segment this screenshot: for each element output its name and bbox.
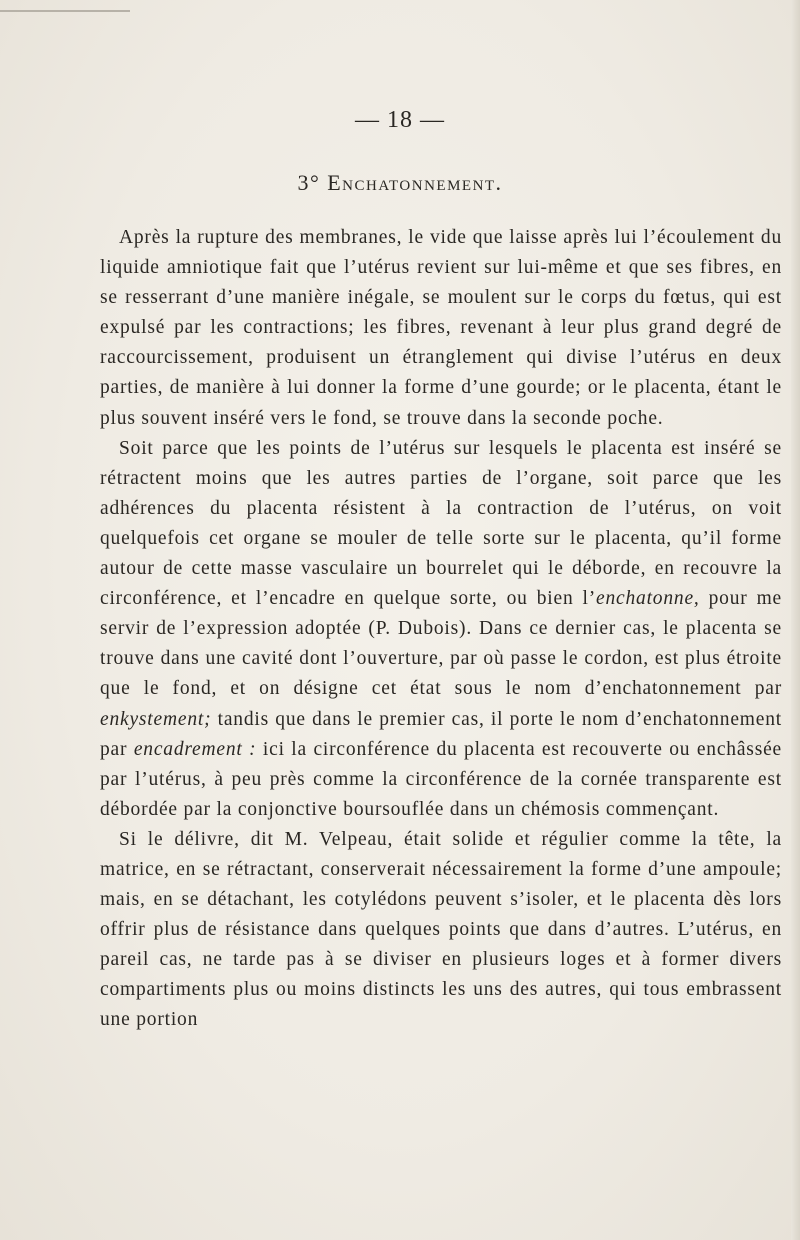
text-run: Si le délivre, dit M. Velpeau, était solide et régulier comme la tête, la matrice, en se rétractant, conserverait nécessairement la forme d’une ampoule; mais, en se détachant, les cotylédons peuvent s’isoler, et le placenta dès lors offrir plus de résistance dans quelques points que dans d’autres. L’utérus, en pareil cas, ne tarde pas à se diviser en plusieurs loges et à former divers compartiments plus ou moins distincts les uns des autres, qui tous embrassent une portion — [100, 828, 782, 1031]
text-run: ici la circonférence du placenta est recouverte ou enchâssée par l’utérus, à peu près comme la circonférence de la cornée transparente est débordée par la conjonctive boursouflée dans un chémosis commençant. — [100, 738, 782, 820]
italic-term: enkystement; — [100, 708, 212, 730]
text-run: tandis que dans le premier cas, il porte le nom d’enchatonnement par — [100, 708, 782, 760]
text-run: pour me servir de l’expression adoptée (P. Dubois). Dans ce dernier cas, le placenta se trouve dans une cavité dont l’ouverture, par où passe le cordon, est plus étroite que le fond, et on désigne cet état sous le nom d’enchatonnement par — [100, 588, 783, 700]
text-run: Soit parce que les points de l’utérus sur lesquels le placenta est inséré se rétractent moins que les autres parties de l’organe, soit parce que les adhérences du placenta résistent à la contraction de l’utérus, on voit quelquefois cet organe se mouler de telle sorte sur le placenta, qu’il forme autour de cette masse vasculaire un bourrelet qui le déborde, en recouvre la circonférence, et l’encadre en quelque sorte, ou bien l’ — [100, 437, 782, 610]
top-edge-rule — [0, 10, 130, 12]
section-title: 3° Enchatonnement. — [297, 170, 503, 195]
italic-term: encadrement : — [133, 738, 257, 760]
italic-term: enchatonne, — [596, 588, 700, 610]
body-text — [100, 223, 782, 1036]
paragraph — [100, 434, 782, 825]
paragraph — [100, 825, 782, 1036]
page-number: — 18 — — [355, 107, 445, 133]
paragraph — [100, 223, 782, 434]
text-run: Après la rupture des membranes, le vide que laisse après lui l’écoulement du liquide amniotique fait que l’utérus revient sur lui-même et que ses fibres, en se resserrant d’une manière inégale, se moulent sur le corps du fœtus, qui est expulsé par les contractions; les fibres, revenant à leur plus grand degré de raccourcissement, produisent un étranglement qui divise l’utérus en deux parties, de manière à lui donner la forme d’une gourde; or le placenta, étant le plus souvent inséré vers le fond, se trouve dans la seconde poche. — [100, 227, 782, 429]
